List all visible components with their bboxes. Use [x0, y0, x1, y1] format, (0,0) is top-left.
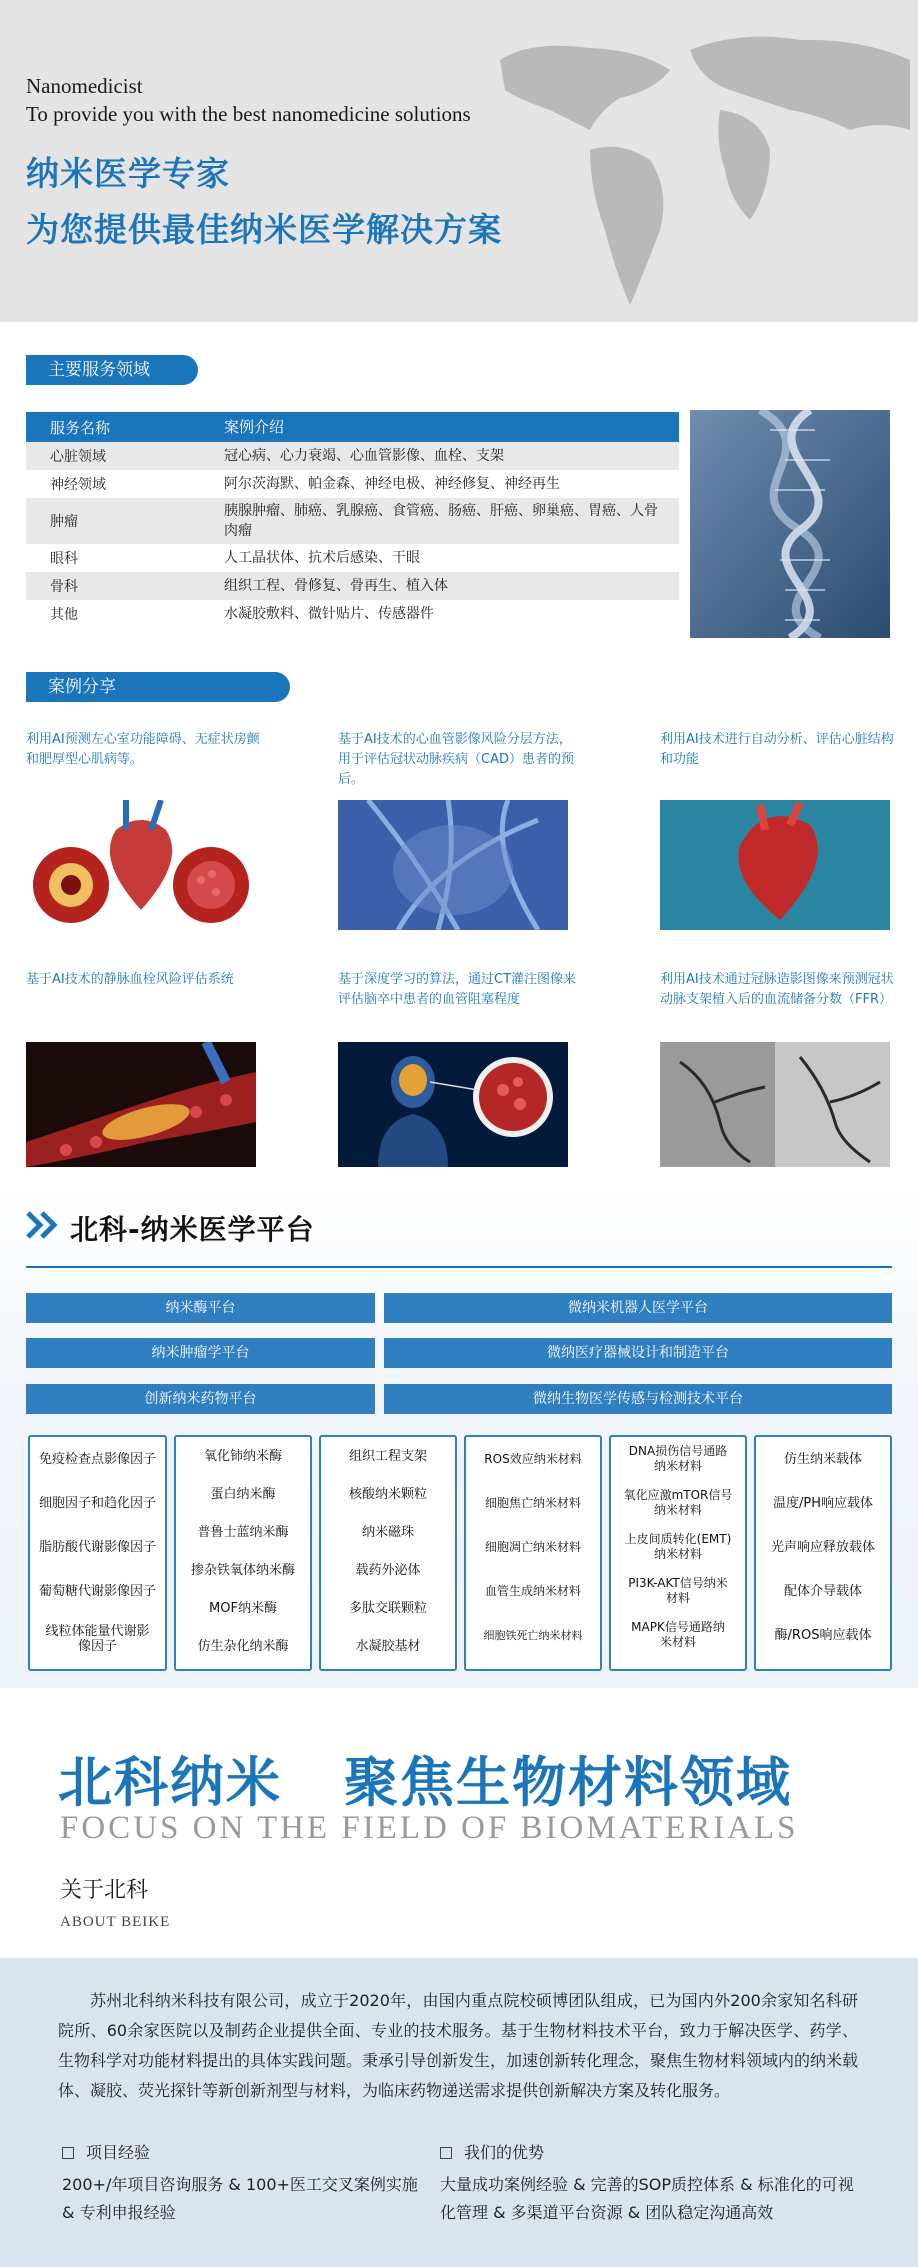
- table-row: [26, 498, 679, 544]
- case-caption: 基于AI技术的静脉血栓风险评估系统: [26, 972, 234, 987]
- platform-item: 普鲁士蓝纳米酶: [197, 1524, 289, 1540]
- experience-body: 200+/年项目咨询服务 & 100+医工交叉案例实施 & 专利申报经验: [62, 2175, 418, 2222]
- case-caption: 利用AI预测左心室功能障碍、无症状房颤和肥厚型心肌病等。: [26, 732, 260, 767]
- focus-headline: [58, 1740, 792, 1817]
- platform-item: 线粒体能量代谢影像因子: [45, 1624, 150, 1654]
- platform-item: 多肽交联颗粒: [348, 1600, 427, 1616]
- world-map-graphic: [440, 20, 918, 320]
- case-caption: 基于深度学习的算法，通过CT灌注图像来评估脑卒中患者的血管阻塞程度: [338, 972, 577, 1007]
- dna-image: [690, 410, 890, 638]
- divider: [26, 1266, 892, 1268]
- platform-item: 配体介导载体: [783, 1583, 862, 1599]
- platform-item: 细胞凋亡纳米材料: [484, 1539, 581, 1554]
- heart-arteries-image: [26, 800, 256, 930]
- platform-column: [28, 1435, 167, 1671]
- hero-english-subtitle: To provide you with the best nanomedicine solutions: [26, 102, 471, 126]
- coronary-angiography-image: [660, 1042, 890, 1167]
- column-header-name: 服务名称: [50, 418, 111, 437]
- platform-bar: 纳米酶平台: [26, 1293, 375, 1323]
- platform-bar: 创新纳米药物平台: [26, 1384, 375, 1414]
- case-caption: 利用AI技术通过冠脉造影图像来预测冠状动脉支架植入后的血流储备分数（FFR）: [660, 972, 894, 1007]
- platform-item: 免疫检查点影像因子: [38, 1451, 156, 1467]
- platform-title: 北科-纳米医学平台: [70, 1213, 315, 1246]
- focus-headline-right: 聚焦生物材料领域: [344, 1751, 792, 1814]
- hero-english-title: Nanomedicist: [26, 74, 143, 98]
- platform-bar: 纳米肿瘤学平台: [26, 1338, 375, 1368]
- platform-bar: 微纳米机器人医学平台: [384, 1293, 892, 1323]
- table-row: [26, 442, 679, 470]
- about-subtitle: ABOUT BEIKE: [60, 1914, 171, 1930]
- service-name: 眼科: [50, 551, 78, 567]
- about-paragraph: 苏州北科纳米科技有限公司，成立于2020年，由国内重点院校硕博团队组成，已为国内外200余家知名科研院所、60余家医院以及制药企业提供全面、专业的技术服务。基于生物材料技术平台，致力于解决医学、药学、生物科学对功能材料提出的具体实践问题。秉承引导创新发生，加速创新转化理念，聚焦生物材料领域内的纳米载体、凝胶、荧光探针等新创新剂型与材料，为临床药物递送需求提供创新解决方案及转化服务。: [58, 1991, 859, 2100]
- platform-item: 纳米磁珠: [361, 1524, 414, 1540]
- platform-item: MOF纳米酶: [209, 1600, 277, 1616]
- services-table: [26, 412, 679, 628]
- advantage-title: 我们的优势: [464, 2143, 545, 2162]
- checkbox-square-icon: [62, 2147, 74, 2159]
- platform-item: 载药外泌体: [355, 1562, 421, 1578]
- platform-item: 组织工程支架: [348, 1448, 427, 1464]
- experience-block: [62, 2140, 422, 2227]
- vein-thrombus-image: [26, 1042, 256, 1167]
- service-desc: 阿尔茨海默、帕金森、神经电极、神经修复、神经再生: [224, 476, 560, 492]
- services-heading: 主要服务领域: [26, 355, 198, 385]
- platform-column: [754, 1435, 892, 1671]
- platform-item: 温度/PH响应载体: [773, 1495, 873, 1511]
- advantage-block: [440, 2140, 860, 2227]
- platform-item: 仿生纳米载体: [783, 1451, 862, 1467]
- focus-english: FOCUS ON THE FIELD OF BIOMATERIALS: [60, 1810, 799, 1846]
- platform-item: MAPK信号通路纳米材料: [631, 1620, 725, 1649]
- platform-item: 蛋白纳米酶: [210, 1486, 276, 1502]
- platform-item: 酶/ROS响应载体: [774, 1627, 872, 1643]
- platform-item: 掺杂铁氧体纳米酶: [190, 1562, 295, 1578]
- hero-banner: [0, 0, 918, 322]
- platform-item: 光声响应释放载体: [770, 1539, 875, 1555]
- platform-column: [464, 1435, 602, 1671]
- platform-item: ROS效应纳米材料: [484, 1451, 582, 1466]
- service-name: 骨科: [50, 579, 78, 595]
- platform-item: 氧化应激mTOR信号纳米材料: [623, 1488, 733, 1517]
- service-desc: 胰腺肿瘤、肺癌、乳腺癌、食管癌、肠癌、肝癌、卵巢癌、胃癌、人骨肉瘤: [224, 503, 658, 539]
- column-header-desc: 案例介绍: [224, 418, 285, 436]
- platform-item: 核酸纳米颗粒: [348, 1486, 427, 1502]
- platform-item: 脂肪酸代谢影像因子: [38, 1539, 156, 1555]
- table-row: [26, 544, 679, 572]
- platform-bar: 微纳生物医学传感与检测技术平台: [384, 1384, 892, 1414]
- double-chevron-icon: [26, 1210, 62, 1240]
- platform-item: 上皮间质转化(EMT)纳米材料: [624, 1532, 732, 1561]
- checkbox-square-icon: [440, 2147, 452, 2159]
- platform-item: 细胞因子和趋化因子: [38, 1495, 156, 1511]
- platform-column: [609, 1435, 747, 1671]
- platform-item: 细胞焦亡纳米材料: [484, 1495, 581, 1510]
- platform-item: 细胞铁死亡纳米材料: [483, 1628, 583, 1642]
- service-desc: 水凝胶敷料、微针贴片、传感器件: [224, 606, 434, 622]
- service-name: 肿瘤: [50, 514, 78, 530]
- platform-item: 血管生成纳米材料: [484, 1583, 581, 1598]
- advantage-body: 大量成功案例经验 & 完善的SOP质控体系 & 标准化的可视化管理 & 多渠道平台资源 & 团队稳定沟通高效: [440, 2175, 854, 2222]
- table-row: [26, 600, 679, 628]
- platform-item: 水凝胶基材: [355, 1638, 421, 1654]
- experience-title: 项目经验: [86, 2143, 151, 2162]
- table-row: [26, 470, 679, 498]
- service-desc: 组织工程、骨修复、骨再生、植入体: [224, 578, 448, 594]
- platform-column: [174, 1435, 312, 1671]
- platform-item: DNA损伤信号通路纳米材料: [628, 1444, 728, 1473]
- service-name: 心脏领域: [50, 449, 106, 465]
- focus-headline-left: 北科纳米: [58, 1751, 282, 1814]
- platform-bar: 微纳医疗器械设计和制造平台: [384, 1338, 892, 1368]
- platform-item: PI3K-AKT信号纳米材料: [628, 1576, 728, 1605]
- case-caption: 基于AI技术的心血管影像风险分层方法，用于评估冠状动脉疾病（CAD）患者的预后。: [338, 732, 574, 787]
- service-desc: 冠心病、心力衰竭、心血管影像、血栓、支架: [224, 448, 504, 464]
- service-name: 神经领域: [50, 477, 106, 493]
- hero-chinese-title: 纳米医学专家: [26, 154, 230, 193]
- brain-ct-image: [338, 1042, 568, 1167]
- platform-item: 葡萄糖代谢影像因子: [38, 1583, 156, 1599]
- service-desc: 人工晶状体、抗术后感染、干眼: [224, 550, 420, 566]
- heart-vessels-image: [338, 800, 568, 930]
- services-table-header: [26, 412, 679, 442]
- case-caption: 利用AI技术进行自动分析、评估心脏结构和功能: [660, 732, 894, 767]
- platform-item: 氧化铈纳米酶: [203, 1448, 282, 1464]
- heart-3d-image: [660, 800, 890, 930]
- platform-column: [319, 1435, 457, 1671]
- table-row: [26, 572, 679, 600]
- platform-item: 仿生杂化纳米酶: [197, 1638, 289, 1654]
- cases-heading: 案例分享: [26, 672, 290, 702]
- hero-chinese-subtitle: 为您提供最佳纳米医学解决方案: [26, 210, 502, 249]
- about-title: 关于北科: [60, 1878, 149, 1903]
- service-name: 其他: [50, 607, 78, 623]
